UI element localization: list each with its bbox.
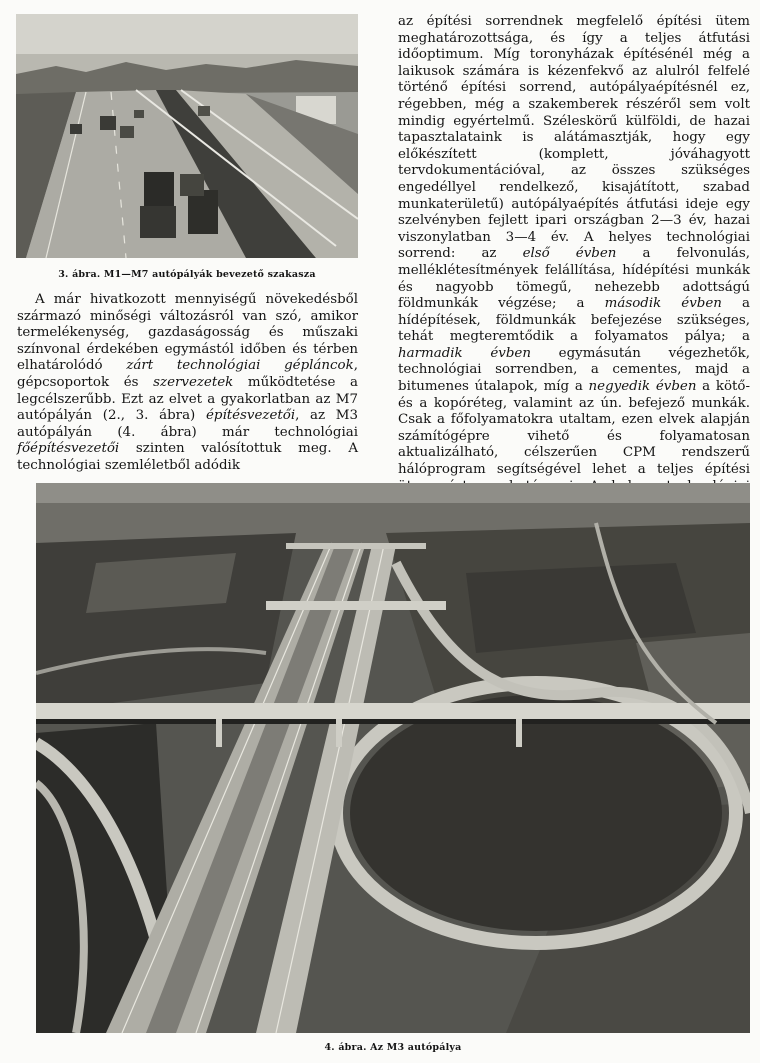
left-paragraph: A már hivatkozott mennyiségű növekedésből származó minőségi változásról van szó, amikor termelékenység, gazdaságosság és műszaki színvonal érdekében egymástól időben és térben elhatárolódó zárt technológiai gépláncok, gépcsoportok és szervezetek működtetése a legcélszerűbb. Ezt az elvet a gyakorlatban az M7 autópályán (2., 3. ábra) építésvezetői, az M3 autópályán (4. ábra) már technológiai főépítésvezetői szinten valósítottuk meg. A technológiai szemléletből adódik bbox=[17, 292, 358, 473]
figure-3-caption: 3. ábra. M1—M7 autópályák bevezető szakasza bbox=[58, 269, 316, 280]
right-column-text bbox=[398, 14, 750, 512]
figure-4-photo bbox=[36, 483, 750, 1033]
emphasis-harmadik-evben: harmadik évben bbox=[398, 345, 531, 361]
right-paragraph: az építési sorrendnek megfelelő építési ütem meghatározottsága, és így a teljes átfutási időoptimum. Míg toronyházak építésénél még a laikusok számára is kézenfekvő az alulról felfelé történő építési sorrend, autópályaépítésnél ez, régebben, még a szakemberek részéről sem volt mindig egyértelmű. Széleskörű külföldi, de hazai tapasztalataink is alátámasztják, hogy egy előkészített (komplett, jóváhagyott tervdokumentációval, az összes szükséges engedéllyel rendelkező, kisajátított, szabad munkaterületű) autópályaépítés átfutási ideje egy szelvényben fejlett ipari országban 2—3 év, hazai viszonylatban 3—4 év. A helyes technológiai sorrend: az első évben a felvonulás, melléklétesítmények felállítása, hídépítési munkák és nagyobb tömegű, nehezebb adottságú földmunkák végzése; a második évben a hídépítések, földmunkák befejezése szükséges, tehát megteremtődik a folyamatos pálya; a harmadik évben egymásután végezhetők, technológiai sorrendben, a cementes, majd a bitumenes útalapok, míg a negyedik évben a kötő- és a kopóréteg, valamint az ún. befejező munkák. Csak a főfolyamatokra utaltam, ezen elvek alapján számítógépre vihető és folyamatosan aktualizálható, célszerűen CPM rendszerű hálóprogram segítségével lehet a teljes építési bbox=[398, 14, 751, 478]
emphasis-szervezetek: szervezetek bbox=[153, 374, 234, 390]
emphasis-foepitesvezetoi: főépítésvezetői bbox=[17, 441, 120, 457]
emphasis-elso-evben: első évben bbox=[522, 246, 617, 262]
figure-3-photo bbox=[16, 14, 358, 258]
emphasis-masodik-evben: második évben bbox=[604, 296, 722, 312]
figure-4-caption: 4. ábra. Az M3 autópálya bbox=[324, 1042, 462, 1053]
emphasis-zart-technologiai-geplancok: zárt technológiai gépláncok bbox=[126, 358, 354, 374]
emphasis-negyedik-evben: negyedik évben bbox=[588, 379, 697, 395]
left-column-text bbox=[17, 292, 358, 475]
emphasis-epitesvezetoi: építésvezetői bbox=[205, 408, 296, 424]
